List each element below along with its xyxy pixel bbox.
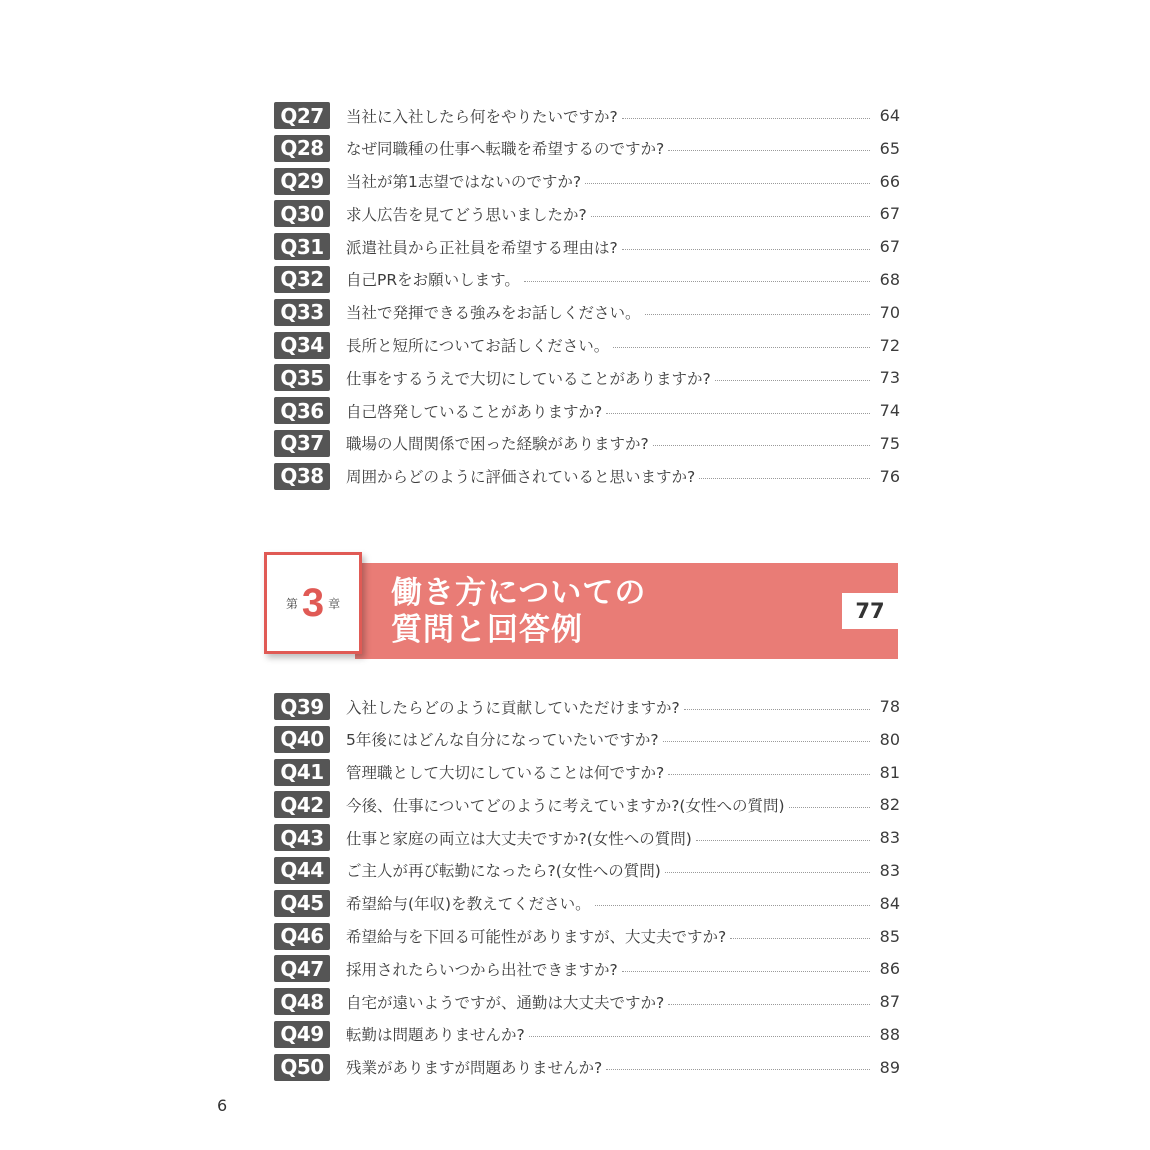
question-badge: Q50 <box>274 1054 330 1081</box>
question-title: 自己PRをお願いします。 <box>346 271 520 290</box>
dot-leader <box>606 1068 870 1070</box>
question-title: 残業がありますが問題ありませんか? <box>346 1059 603 1078</box>
question-title: 5年後にはどんな自分になっていたいですか? <box>346 731 659 750</box>
dot-leader <box>645 313 870 315</box>
question-page: 67 <box>879 237 900 257</box>
toc-row[interactable] <box>274 463 900 490</box>
question-page: 78 <box>879 697 900 716</box>
question-page: 81 <box>879 762 900 782</box>
question-title: 当社で発揮できる強みをお話しください。 <box>346 304 641 323</box>
dot-leader <box>696 839 870 841</box>
dot-leader <box>684 708 870 710</box>
dot-leader <box>595 904 870 906</box>
dot-leader <box>529 1035 870 1037</box>
chapter-label-prefix: 第 <box>285 596 298 611</box>
toc-row[interactable] <box>274 135 900 162</box>
dot-leader <box>524 280 870 282</box>
question-page: 64 <box>879 106 900 125</box>
question-title: 入社したらどのように貢献していただけますか? <box>346 698 680 717</box>
question-page: 73 <box>879 368 900 388</box>
page-number: 6 <box>217 1096 228 1115</box>
toc-row[interactable] <box>274 1021 900 1048</box>
dot-leader <box>715 379 870 381</box>
dot-leader <box>668 773 870 775</box>
question-badge: Q36 <box>274 397 330 424</box>
dot-leader <box>606 412 870 414</box>
question-page: 76 <box>879 466 900 486</box>
dot-leader <box>663 740 870 742</box>
question-badge: Q34 <box>274 332 330 359</box>
question-title: 仕事をするうえで大切にしていることがありますか? <box>346 369 711 388</box>
toc-row[interactable] <box>274 791 900 818</box>
dot-leader <box>622 970 870 972</box>
chapter-number-box <box>264 552 362 654</box>
question-title: 長所と短所についてお話しください。 <box>346 337 610 356</box>
question-page: 83 <box>879 860 900 880</box>
question-badge: Q39 <box>274 693 330 720</box>
question-badge: Q32 <box>274 266 330 293</box>
question-badge: Q37 <box>274 430 330 457</box>
question-title: 自己啓発していることがありますか? <box>346 402 603 421</box>
question-title: 自宅が遠いようですが、通勤は大丈夫ですか? <box>346 993 665 1012</box>
chapter-label-number: 3 <box>301 580 325 625</box>
dot-leader <box>622 248 870 250</box>
question-badge: Q41 <box>274 759 330 786</box>
toc-row[interactable] <box>274 332 900 359</box>
question-badge: Q47 <box>274 955 330 982</box>
toc-row[interactable] <box>274 693 900 720</box>
dot-leader <box>668 149 870 151</box>
question-badge: Q35 <box>274 364 330 391</box>
dot-leader <box>789 806 870 808</box>
question-page: 89 <box>879 1057 900 1077</box>
question-title: 当社が第1志望ではないのですか? <box>346 173 582 192</box>
question-badge: Q43 <box>274 824 330 851</box>
question-badge: Q38 <box>274 463 330 490</box>
dot-leader <box>699 477 870 479</box>
question-badge: Q27 <box>274 102 330 129</box>
toc-row[interactable] <box>274 430 900 457</box>
question-page: 75 <box>879 433 900 453</box>
toc-list-bottom <box>274 693 900 1087</box>
question-page: 82 <box>879 795 900 815</box>
chapter-page: 77 <box>842 593 898 629</box>
question-badge: Q48 <box>274 988 330 1015</box>
question-title: ご主人が再び転勤になったら?(女性への質問) <box>346 862 661 881</box>
toc-row[interactable] <box>274 168 900 195</box>
question-badge: Q33 <box>274 299 330 326</box>
question-title: 派遣社員から正社員を希望する理由は? <box>346 238 618 257</box>
chapter-label-suffix: 章 <box>328 596 341 611</box>
toc-row[interactable] <box>274 955 900 982</box>
toc-row[interactable] <box>274 233 900 260</box>
question-badge: Q45 <box>274 890 330 917</box>
toc-row[interactable] <box>274 988 900 1015</box>
toc-row[interactable] <box>274 364 900 391</box>
question-page: 88 <box>879 1024 900 1044</box>
question-page: 84 <box>879 893 900 913</box>
dot-leader <box>668 1003 870 1005</box>
toc-row[interactable] <box>274 890 900 917</box>
dot-leader <box>622 117 870 119</box>
question-badge: Q31 <box>274 233 330 260</box>
question-title: 希望給与(年収)を教えてください。 <box>346 895 591 914</box>
question-title: 管理職として大切にしていることは何ですか? <box>346 764 665 783</box>
toc-row[interactable] <box>274 397 900 424</box>
question-badge: Q30 <box>274 200 330 227</box>
toc-row[interactable] <box>274 759 900 786</box>
question-page: 70 <box>879 302 900 322</box>
question-page: 67 <box>879 204 900 224</box>
question-title: 求人広告を見てどう思いましたか? <box>346 205 587 224</box>
dot-leader <box>653 444 870 446</box>
dot-leader <box>613 346 870 348</box>
toc-row[interactable] <box>274 1054 900 1081</box>
chapter-title: 働き方についての 質問と回答例 <box>391 575 647 648</box>
toc-row[interactable] <box>274 102 900 129</box>
toc-row[interactable] <box>274 857 900 884</box>
question-title: 転勤は問題ありませんか? <box>346 1026 525 1045</box>
question-badge: Q44 <box>274 857 330 884</box>
question-page: 80 <box>879 729 900 749</box>
dot-leader <box>591 215 870 217</box>
question-title: 当社に入社したら何をやりたいですか? <box>346 107 618 126</box>
toc-row[interactable] <box>274 726 900 753</box>
toc-row[interactable] <box>274 923 900 950</box>
question-title: 希望給与を下回る可能性がありますが、大丈夫ですか? <box>346 928 727 947</box>
question-title: 今後、仕事についてどのように考えていますか?(女性への質問) <box>346 796 785 815</box>
toc-list-top <box>274 102 900 496</box>
dot-leader <box>585 182 870 184</box>
question-page: 66 <box>879 171 900 191</box>
question-badge: Q40 <box>274 726 330 753</box>
question-badge: Q42 <box>274 791 330 818</box>
question-title: なぜ同職種の仕事へ転職を希望するのですか? <box>346 140 665 159</box>
question-badge: Q28 <box>274 135 330 162</box>
toc-row[interactable] <box>274 299 900 326</box>
question-badge: Q46 <box>274 923 330 950</box>
question-title: 採用されたらいつから出社できますか? <box>346 960 618 979</box>
question-page: 87 <box>879 992 900 1012</box>
question-page: 65 <box>879 138 900 158</box>
chapter-banner <box>355 563 898 659</box>
question-page: 68 <box>879 269 900 289</box>
toc-row[interactable] <box>274 824 900 851</box>
question-badge: Q49 <box>274 1021 330 1048</box>
toc-row[interactable] <box>274 266 900 293</box>
question-page: 83 <box>879 828 900 848</box>
question-page: 86 <box>879 959 900 979</box>
toc-row[interactable] <box>274 200 900 227</box>
question-badge: Q29 <box>274 168 330 195</box>
dot-leader <box>730 937 870 939</box>
dot-leader <box>665 871 870 873</box>
question-title: 仕事と家庭の両立は大丈夫ですか?(女性への質問) <box>346 829 692 848</box>
question-title: 職場の人間関係で困った経験がありますか? <box>346 435 649 454</box>
question-page: 72 <box>879 335 900 355</box>
question-title: 周囲からどのように評価されていると思いますか? <box>346 468 696 487</box>
question-page: 85 <box>879 926 900 946</box>
question-page: 74 <box>879 401 900 421</box>
